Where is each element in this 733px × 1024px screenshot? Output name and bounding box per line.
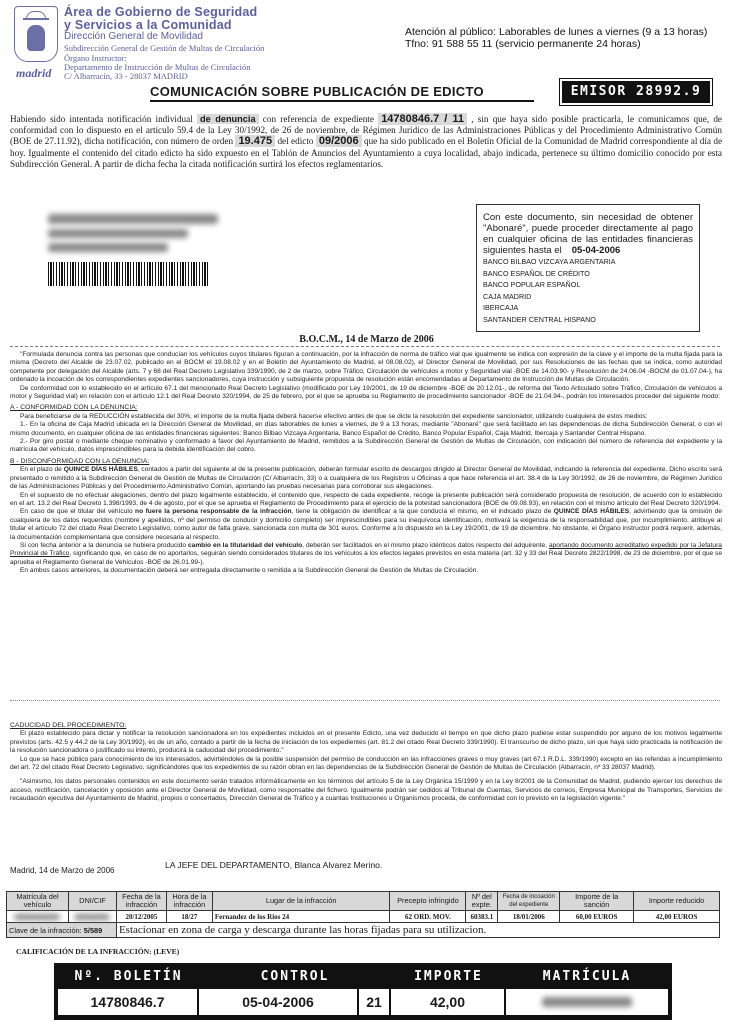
text-bold: QUINCE DÍAS HÁBILES [63,466,138,474]
document-title: COMUNICACIÓN SOBRE PUBLICACIÓN DE EDICTO [150,84,484,99]
dni-cell [68,911,116,923]
text-underline: aportando documento acreditativo expedido por la Jefatura Provincial de Tráfico [10,541,722,558]
col-header: Nº del expte. [466,892,498,911]
col-header: Importe de la sanción [560,892,634,911]
col-header: Precepto infringido [390,892,466,911]
org-line-5: Órgano Instructor: [64,53,127,63]
paragraph-b2: En el supuesto de no efectuar alegaciones, dentro del plazo legalmente establecido, el contenido que, respecto de cada expediente, recoge la presente publicación será considerado propuesta de resolución, de acuerdo con lo establecido en el art. 13.2 del Real Decreto 1.398/1993, de 4 de agosto, por el que se aprueba el Reglamento de Procedimiento para el ejercicio de la potestad sancionadora (BOE de 09.08.93), en relación con el mismo artículo del Real Decreto 320/1994. [10,491,722,507]
footer-label-control: CONTROL [260,969,330,984]
payment-description: Con este documento, sin necesidad de obtener "Abonaré", puede proceder directamente al pago en cualquier oficina de las entidades financieras siguientes hasta el [483,212,693,256]
text-bold: no fuere la persona responsable de la infracción [135,508,292,516]
section-a-heading: A - CONFORMIDAD CON LA DENUNCIA: [10,404,138,412]
intro-paragraph [10,114,722,170]
precepto-cell: 62 ORD. MOV. [390,911,466,923]
col-header: Matrícula del vehículo [7,892,69,911]
paragraph-a2: 2.- Por giro postal o mediante cheque nominativo y conformado a favor del Ayuntamiento de Madrid, remitidos a la Subdirección General de Gestión de Multas de Circulación, con indicación del número de referencia del expediente y la matrícula del vehículo, datos imprescindibles para la debida identificación del cobro. [10,438,722,454]
clave-label [7,923,117,938]
clave-code: 5/589 [83,925,103,935]
paragraph-c3: "Asimismo, los datos personales contenidos en este documento serán tratados informáticamente en los términos del artículo 5 de la Ley Orgánica 15/1999 y en la Ley 8/2001 de la Comunidad de Madrid, pudiendo ejercer los derechos de acceso, rectificación, cancelación y oposición ante el Director General de Movilidad, como responsable del fichero. Igualmente podrán ser cedidos al Tribunal de Cuentas, Servicios de correos, Empresa Municipal de Transportes, Servicios de recaudación ejecutiva del Ayuntamiento de Madrid, propios o concertados, Dirección General de Tráfico y a cuantas Instituciones u Organismos proceda, de conformidad con lo previsto en la legislación vigente." [10,778,722,803]
sign-date: Madrid, 14 de Marzo de 2006 [10,866,115,875]
bank-item: BANCO BILBAO VIZCAYA ARGENTARIA [483,257,616,266]
col-header: Fecha de la infracción [116,892,166,911]
contact-phone: Tfno: 91 588 55 11 (servicio permanente 24 horas) [405,38,641,50]
incoacion-cell: 18/01/2006 [498,911,560,923]
madrid-logo-icon [14,6,58,62]
intro-text-2: con referencia de expediente [262,114,374,124]
notification-type: de denuncia [197,114,259,124]
bank-item: CAJA MADRID [483,291,532,301]
paragraph-c2: Lo que se hace público para conocimiento de los interesados, advirtiéndoles de la posible suspensión del permiso de conducción en las infracciones graves o muy graves (art 67.1 R.D.L. 339/1990) excepto en las referidas a incumplimiento del art. 72 del citado Real Decreto Legislativo, significándoles que los expedientes de su razón obran en las dependencias de la Subdirección General de Gestión de Multas de Circulación (Albarracín, nº 33 28037 Madrid). [10,755,722,772]
lugar-cell: Fernandez de los Rios 24 [212,911,390,923]
paragraph-b1 [10,466,722,491]
calificacion: CALIFICACIÓN DE LA INFRACCIÓN: (LEVE) [16,947,180,956]
paragraph-c1: El plazo establecido para dictar y notificar la resolución sancionadora en los expedientes incluidos en el presente Edicto, una vez deducido el tiempo en que dicho plazo pudiese estar suspendido por alguno de los motivos legalmente previstos (arts. 42.5 y 44.2 de la Ley 30/1992), es de un año, contado a partir de la fecha de iniciación de los expedientes (art. 81.2 del citado Real Decreto 339/1990). El transcurso de dicho plazo, sin que haya sido practicada la notificación de la resolución sancionadora o justificado su intento, producirá la caducidad del procedimiento." [10,730,722,755]
clave-description: Estacionar en zona de carga y descarga durante las horas fijadas para su utilizacion. [116,923,719,938]
footer-control: 05-04-2006 [199,989,359,1015]
col-header: Lugar de la infracción [212,892,390,911]
infraction-table [6,891,720,938]
footer-matricula [506,989,668,1015]
footer-importe: 42,00 [391,989,506,1015]
text-bold: cambio en la titularidad del vehículo [187,541,303,549]
paragraph-a1: 1.- En la oficina de Caja Madrid ubicada en la Dirección General de Movilidad, en días laborables de lunes a viernes, de 9 a 13 horas, mediante "Abonaré" que será facilitado en las dependencias de dicha Subdirección General, o con el mismo documento, en cualquier oficina de las entidades financieras siguientes: Banco Bilbao Vizcaya Argentaria, Banco Español de Crédito, Banco Popular Español, Caja Madrid, Ibercaja y Santander Central Hispano. [10,421,722,437]
matricula-cell [7,911,69,923]
text: , significando que, en caso de no aportarlos, seguirán siendo considerados titulares de los vehículos a los efectos legales previstos en esta materia (art. 32 y 33 del Real Decreto 2822/1998, de 23 de diciembre, por el que se aprueba el Reglamento General de Vehículos -BOE de 26.01.99-). [10,550,722,566]
fecha-cell: 20/12/2005 [116,911,166,923]
paragraph-b3 [10,508,722,542]
caducidad-section [10,722,722,804]
emisor-badge: EMISOR 28992.9 [562,81,710,103]
text: En caso de que el titular del vehículo [20,508,133,516]
bank-item: SANTANDER CENTRAL HISPANO [483,314,596,324]
department-head: LA JEFE DEL DEPARTAMENTO, Blanca Alvarez Merino. [165,860,383,870]
intro-text-4: del edicto [277,136,314,147]
clave-row [7,923,720,938]
bank-item: BANCO POPULAR ESPAÑOL [483,280,581,289]
col-header: Fecha de incoación del expediente [498,892,560,911]
footer-label-importe: IMPORTE [414,969,483,984]
barcode [48,262,208,286]
edict-body [10,351,722,576]
col-header: Importe reducido [634,892,720,911]
contact-hours: Atención al público: Laborables de lunes a viernes (9 a 13 horas) [405,26,708,38]
org-line-1: Área de Gobierno de Seguridad [64,5,258,19]
footer-boletin: 14780846.7 [58,989,199,1015]
payment-footer [54,963,672,1020]
payment-deadline: 05-04-2006 [571,245,621,256]
importe-cell: 60,00 EUROS [560,911,634,923]
footer-labels [58,967,668,987]
reducido-cell: 42,00 EUROS [634,911,720,923]
divider [10,346,720,347]
table-row [7,911,720,923]
footer-values [58,989,668,1015]
org-line-2: y Servicios a la Comunidad [64,18,232,32]
text: En el plazo de [20,466,62,474]
expte-cell: 60383.1 [466,911,498,923]
bank-item: IBERCAJA [483,303,519,312]
footer-label-matricula: MATRÍCULA [542,969,632,984]
intro-text-1: Habiendo sido intentada notificación individual [10,114,193,124]
paragraph-a0: Para beneficiarse de la REDUCCIÓN establecida del 30%, el importe de la multa fijada deberá hacerse efectivo antes de que se dicte la resolución del expediente sancionador, utilizando cualquiera de estos medios: [20,412,648,420]
redacted-address-line [48,229,188,238]
col-header: Hora de la infracción [166,892,212,911]
order-number: 19.475 [235,135,275,147]
col-header: DNI/CIF [68,892,116,911]
text: , advirtiendo que la omisión de cualquiera de los datos requeridos (nombre y apellidos, nº del permiso de conducir y domicilio completo) ser imprescindibles para su inequívoca identificación, motivará la exigencia de la responsabilidad que, por incumplimiento, atribuye al titular el artículo 72 del citado Real Decreto Legislativo, como autor de falta grave, sancionada con multa de 301 euros. Conforme a lo dispuesto en la Ley 19/2001, de 19 de diciembre. No obstante, el Órgano instructor podrá requerir, además, la documentación complementaria que considere necesaria al respecto. [10,508,723,541]
text: , contados a partir del siguiente al de la presente publicación, deberán formular escrito de descargos dirigido al Director General de Movilidad, indicando la referencia del expediente. Dicho escrito será presentado o remitido a la Subdirección General de Gestión de Multas de Circulación (C/ Albarracín, 33) o a cualquiera de los Registros u Oficinas a que hace referencia el art. 38.4 de la Ley 30/1992, de 26 de noviembre, de Régimen Jurídico de las Administraciones Públicas y del Procedimiento Administrativo Común, aportando las pruebas necesarias para corroborar sus alegaciones. [10,466,722,491]
intro-text-5: que ha sido publicado en el Boletín Oficial de la Comunidad de Madrid correspondiente al día de hoy. Igualmente el contenido del citado edicto ha sido expuesto en el Tablón de Anuncios del Ayuntamiento a cuya localidad, abajo indicada, pertenece su último domicilio conocido por esta Subdirección General. A partir de dicha fecha la citada notificación surtirá los efectos reglamentarios. [10,136,723,169]
divider [10,700,720,701]
hora-cell: 18/27 [166,911,212,923]
paragraph-conformidad: De conformidad con lo establecido en el artículo 67.1 del mencionado Real Decreto Legislativo (modificado por Ley 19/2001, de 19 de diciembre -BOE de 20.12.01-, de reforma del Texto Articulado sobre Tráfico, Circulación de vehículos a motor y Seguridad vial) en relación con el artículo 12.1 del Real Decreto 320/1994, de 25 de febrero, por el que se aprueba su Reglamento de procedimiento sancionador -BOE de 21.04.94-, podrán los interesados proceder del siguiente modo: [10,384,722,401]
org-line-6: Departamento de Instrucción de Multas de Circulación [64,62,251,72]
paragraph-b4 [10,542,722,567]
intro-text-3: , sin que haya sido posible practicarla, le comunicamos que, de conformidad con lo dispuesto en el artículo 59.4 de la Ley 30/1992, de 26 de noviembre, de Régimen Jurídico de las Administraciones Públicas y del Procedimiento Administrativo Común (BOE de 27.11.92), dicha notificación, con número de orden [10,114,722,147]
footer-label-boletin: Nº. BOLETÍN [74,969,183,984]
title-underline [150,100,534,102]
logo-text: madrid [16,66,52,80]
clave-label-text: Clave de la infracción: [9,925,82,935]
redacted-address-line [48,214,218,224]
edicto-number: 09/2006 [316,135,362,147]
text-bold: QUINCE DÍAS HÁBILES [553,508,630,516]
redacted-address-line [48,243,168,252]
paragraph-b5: En ambos casos anteriores, la documentación deberá ser entregada directamente o remitida a la Subdirección General de Gestión de Multas de Circulación. [20,567,479,575]
expediente-number: 14780846.7 / 11 [378,113,467,125]
text: Si con fecha anterior a la denuncia se hubiera producido [20,541,187,549]
bocm-heading: B.O.C.M., 14 de Marzo de 2006 [299,334,434,345]
text: , tiene la obligación de identificar a la que conducía el mismo, en el indicado plazo de [291,508,552,516]
section-c-heading: CADUCIDAD DEL PROCEDIMIENTO: [10,722,127,729]
text: , deberán ser facilitados en el mismo plazo idénticos datos respecto del adquirente, [302,541,547,549]
payment-info-box [476,204,700,332]
payment-text [483,212,693,256]
org-line-3: Dirección General de Movilidad [64,31,203,42]
org-line-7: C/ Albarracín, 33 - 28037 MADRID [64,71,188,81]
org-line-4: Subdirección General de Gestión de Multas de Circulación [64,43,265,53]
bank-item: BANCO ESPAÑOL DE CRÉDITO [483,268,590,278]
table-header-row [7,892,720,911]
footer-control-code: 21 [359,989,391,1015]
section-b-heading: B - DISCONFORMIDAD CON LA DENUNCIA: [10,457,150,465]
paragraph-formulada: "Formulada denuncia contra las personas que conducían los vehículos cuyos titulares figuran a continuación, por la infracción de norma de tráfico vial que igualmente se indica con expresión de la clave y el importe de la multa fijada para la misma (Decreto del Alcalde de 23.07.02, publicado en el BOCM el 19.08.02 y en el Boletín del Ayuntamiento de Madrid, el 08.08.02), el Director General de Movilidad, por sus Resoluciones de las fechas que se indica, como autoridad competente por delegación del Alcalde (arts. 7 y 68 del Real Decreto Legislativo 339/1990, de 2 de marzo, sobre Tráfico, Circulación de vehículos a motor y Seguridad vial -BOE de 14.03.90- y Resolución de 24.06.04 -BOCM de 01.07.04-), ha ordenado la incoación de los correspondientes expedientes sancionadores, cuya instrucción y subsiguiente propuesta de resolución están encomendadas al Departamento de Instrucción de Multas de Circulación. [10,351,722,384]
contact-info [405,26,707,50]
